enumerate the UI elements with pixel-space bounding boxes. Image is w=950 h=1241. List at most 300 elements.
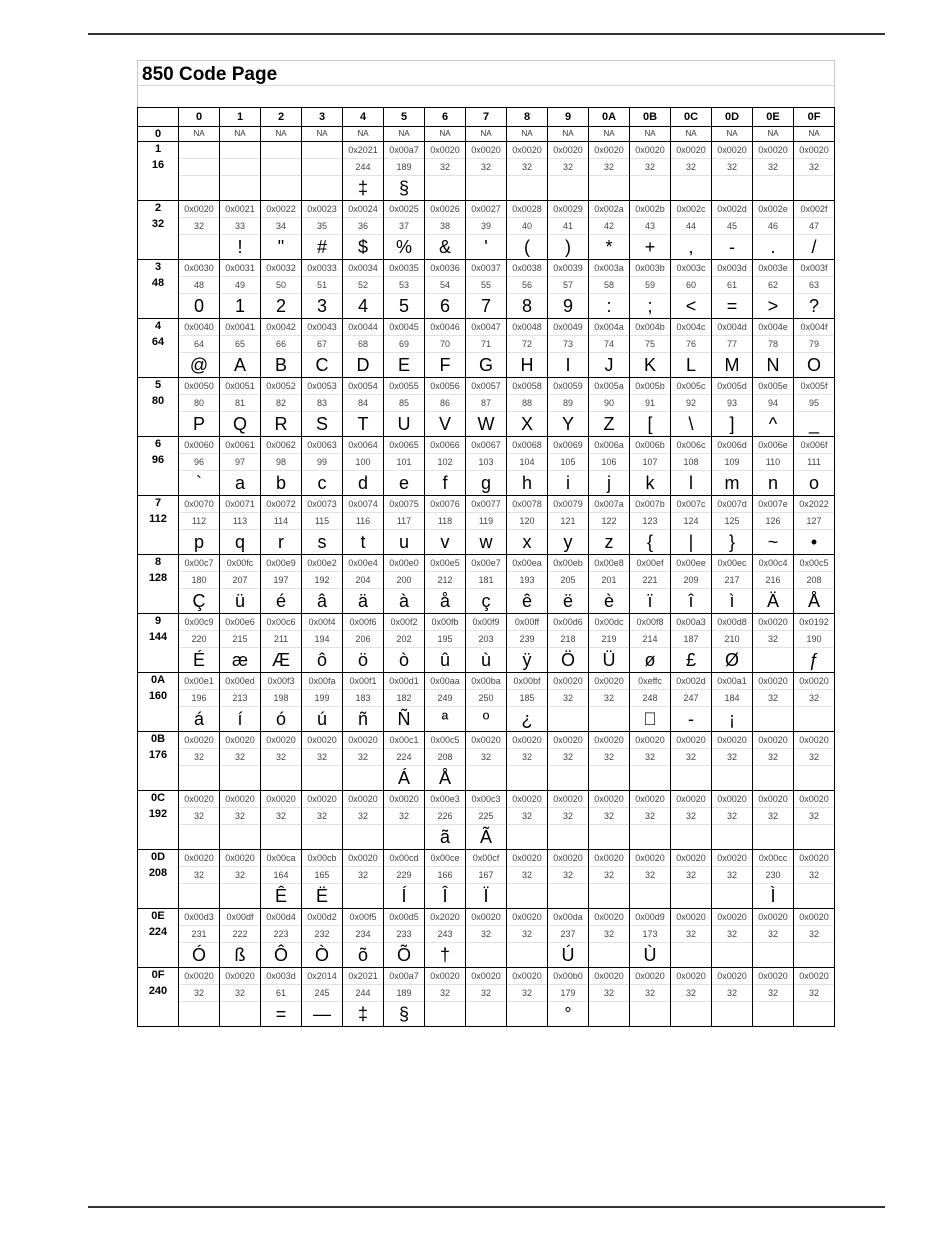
- char-cell: [261, 909, 302, 968]
- decimal-code: 80: [179, 395, 219, 412]
- decimal-code: 200: [384, 572, 424, 589]
- unicode-hex: 0x00ef: [630, 555, 670, 572]
- decimal-code: 32: [220, 808, 260, 825]
- character-glyph: [425, 176, 465, 200]
- character-glyph: l: [689, 473, 693, 493]
- unicode-hex: 0x0030: [179, 260, 219, 277]
- character-glyph: [179, 176, 219, 200]
- decimal-code: 63: [794, 277, 834, 294]
- decimal-code: 121: [548, 513, 588, 530]
- row-label: [138, 496, 179, 555]
- character-glyph: [712, 884, 752, 908]
- decimal-code: 32: [261, 749, 301, 766]
- decimal-code: 32: [548, 867, 588, 884]
- decimal-code: 204: [343, 572, 383, 589]
- unicode-hex: 0x00aa: [425, 673, 465, 690]
- row-label: [138, 673, 179, 732]
- unicode-hex: 0x00e7: [466, 555, 506, 572]
- char-cell: [302, 319, 343, 378]
- character-glyph: _: [808, 414, 819, 434]
- character-glyph: 3: [316, 296, 327, 316]
- char-cell: [548, 437, 589, 496]
- unicode-hex: 0x0021: [220, 201, 260, 218]
- character-glyph: º: [482, 709, 490, 729]
- unicode-hex: 0x0058: [507, 378, 547, 395]
- unicode-hex: 0x0020: [220, 850, 260, 867]
- char-cell: [220, 142, 261, 201]
- row-hex-label: 6: [154, 438, 162, 450]
- character-glyph: .: [770, 237, 776, 257]
- unicode-hex: 0x006a: [589, 437, 629, 454]
- character-glyph: [671, 884, 711, 908]
- decimal-code: 249: [425, 690, 465, 707]
- char-cell: [671, 260, 712, 319]
- character-glyph: í: [237, 709, 243, 729]
- unicode-hex: 0x0067: [466, 437, 506, 454]
- unicode-hex: 0x0020: [466, 968, 506, 985]
- char-cell: [794, 496, 835, 555]
- unicode-hex: 0x0020: [671, 791, 711, 808]
- unicode-hex: 0x0022: [261, 201, 301, 218]
- char-cell: [548, 968, 589, 1027]
- decimal-code: 207: [220, 572, 260, 589]
- char-cell: [384, 260, 425, 319]
- row-dec-label: 240: [148, 985, 168, 997]
- char-cell: [589, 850, 630, 909]
- unicode-hex: 0x002e: [753, 201, 793, 218]
- unicode-hex: 0x0020: [753, 909, 793, 926]
- decimal-code: 198: [261, 690, 301, 707]
- char-cell: [589, 378, 630, 437]
- character-glyph: [630, 884, 670, 908]
- unicode-hex: 0x006f: [794, 437, 834, 454]
- decimal-code: 32: [794, 926, 834, 943]
- char-cell: [671, 319, 712, 378]
- decimal-code: 87: [466, 395, 506, 412]
- char-cell: [753, 968, 794, 1027]
- character-glyph: =: [726, 296, 738, 316]
- decimal-code: 65: [220, 336, 260, 353]
- decimal-code: 102: [425, 454, 465, 471]
- char-cell: [384, 968, 425, 1027]
- character-glyph: [753, 1002, 793, 1026]
- row-hex-label: 8: [154, 556, 162, 568]
- decimal-code: 32: [589, 159, 629, 176]
- table-row: [138, 673, 835, 732]
- column-header: 0: [179, 108, 220, 127]
- char-cell: [630, 732, 671, 791]
- decimal-code: 219: [589, 631, 629, 648]
- character-glyph: [302, 825, 342, 849]
- unicode-hex: 0x0065: [384, 437, 424, 454]
- decimal-code: 66: [261, 336, 301, 353]
- unicode-hex: 0x0020: [712, 732, 752, 749]
- character-glyph: C: [315, 355, 329, 375]
- decimal-code: 208: [425, 749, 465, 766]
- column-header-row: [138, 108, 835, 127]
- decimal-code: 109: [712, 454, 752, 471]
- char-cell: [671, 555, 712, 614]
- character-glyph: F: [439, 355, 451, 375]
- unicode-hex: 0x0042: [261, 319, 301, 336]
- decimal-code: 32: [589, 808, 629, 825]
- unicode-hex: 0x00e2: [302, 555, 342, 572]
- unicode-hex: 0x002f: [794, 201, 834, 218]
- unicode-hex: 0x0020: [589, 142, 629, 159]
- char-cell: [753, 850, 794, 909]
- char-cell: [261, 555, 302, 614]
- char-cell: [220, 909, 261, 968]
- corner-cell: [138, 108, 179, 127]
- char-cell: [589, 260, 630, 319]
- char-cell: [548, 378, 589, 437]
- decimal-code: 90: [589, 395, 629, 412]
- decimal-code: 173: [630, 926, 670, 943]
- unicode-hex: 0x006c: [671, 437, 711, 454]
- decimal-code: 49: [220, 277, 260, 294]
- character-glyph: m: [724, 473, 740, 493]
- char-cell: [630, 850, 671, 909]
- decimal-code: 196: [179, 690, 219, 707]
- unicode-hex: [302, 142, 342, 159]
- character-glyph: ‡: [357, 1004, 368, 1024]
- character-glyph: [220, 825, 260, 849]
- character-glyph: I: [565, 355, 571, 375]
- char-cell: [630, 909, 671, 968]
- unicode-hex: 0x0026: [425, 201, 465, 218]
- char-cell: [343, 968, 384, 1027]
- char-cell: [261, 496, 302, 555]
- character-glyph: J: [604, 355, 614, 375]
- char-cell: [343, 201, 384, 260]
- unicode-hex: 0x00d4: [261, 909, 301, 926]
- unicode-hex: 0x00a7: [384, 142, 424, 159]
- char-cell: [712, 850, 753, 909]
- character-glyph: P: [192, 414, 205, 434]
- table-row: [138, 555, 835, 614]
- unicode-hex: 0x00da: [548, 909, 588, 926]
- character-glyph: [794, 176, 834, 200]
- char-cell: [794, 968, 835, 1027]
- unicode-hex: 0x0027: [466, 201, 506, 218]
- character-glyph: O: [806, 355, 821, 375]
- unicode-hex: 0x0020: [589, 732, 629, 749]
- decimal-code: 32: [548, 749, 588, 766]
- char-cell: [507, 496, 548, 555]
- column-header: 2: [261, 108, 302, 127]
- decimal-code: 115: [302, 513, 342, 530]
- decimal-code: 32: [794, 867, 834, 884]
- unicode-hex: 0x003d: [261, 968, 301, 985]
- decimal-code: 37: [384, 218, 424, 235]
- decimal-code: 32: [753, 749, 793, 766]
- unicode-hex: 0x0053: [302, 378, 342, 395]
- unicode-hex: 0x00ba: [466, 673, 506, 690]
- unicode-hex: 0x00f6: [343, 614, 383, 631]
- na-cell: NA: [302, 127, 343, 142]
- unicode-hex: 0x0020: [507, 850, 547, 867]
- decimal-code: 58: [589, 277, 629, 294]
- unicode-hex: 0x00ed: [220, 673, 260, 690]
- row-label: 0: [138, 127, 179, 142]
- unicode-hex: 0x00fa: [302, 673, 342, 690]
- char-cell: [384, 437, 425, 496]
- decimal-code: 51: [302, 277, 342, 294]
- unicode-hex: 0x00c6: [261, 614, 301, 631]
- decimal-code: 61: [712, 277, 752, 294]
- decimal-code: 50: [261, 277, 301, 294]
- character-glyph: —: [313, 1004, 331, 1024]
- unicode-hex: 0x00bf: [507, 673, 547, 690]
- unicode-hex: 0x0020: [466, 732, 506, 749]
- character-glyph: [589, 766, 629, 790]
- unicode-hex: 0x2022: [794, 496, 834, 513]
- row-dec-label: 176: [148, 749, 168, 761]
- decimal-code: 244: [343, 159, 383, 176]
- row-dec-label: 224: [148, 926, 168, 938]
- character-glyph: [261, 766, 301, 790]
- na-cell: NA: [589, 127, 630, 142]
- decimal-code: 119: [466, 513, 506, 530]
- character-glyph: X: [520, 414, 533, 434]
- character-glyph: v: [440, 532, 450, 552]
- char-cell: [589, 614, 630, 673]
- table-row: [138, 201, 835, 260]
- decimal-code: 32: [261, 808, 301, 825]
- unicode-hex: 0x004c: [671, 319, 711, 336]
- na-cell: NA: [384, 127, 425, 142]
- char-cell: [671, 142, 712, 201]
- column-header: 0E: [753, 108, 794, 127]
- character-glyph: {: [646, 532, 653, 552]
- decimal-code: 32: [466, 159, 506, 176]
- character-glyph: [712, 943, 752, 967]
- unicode-hex: 0x00f1: [343, 673, 383, 690]
- character-glyph: Á: [397, 768, 410, 788]
- unicode-hex: 0x0062: [261, 437, 301, 454]
- char-cell: [179, 968, 220, 1027]
- unicode-hex: 0x0052: [261, 378, 301, 395]
- decimal-code: 32: [548, 690, 588, 707]
- char-cell: [507, 791, 548, 850]
- decimal-code: 32: [712, 926, 752, 943]
- unicode-hex: 0x0020: [179, 732, 219, 749]
- decimal-code: 181: [466, 572, 506, 589]
- decimal-code: 32: [589, 926, 629, 943]
- unicode-hex: 0x00ff: [507, 614, 547, 631]
- unicode-hex: 0x00c7: [179, 555, 219, 572]
- decimal-code: 38: [425, 218, 465, 235]
- unicode-hex: 0x002d: [712, 201, 752, 218]
- decimal-code: 114: [261, 513, 301, 530]
- decimal-code: 32: [179, 985, 219, 1002]
- char-cell: [712, 142, 753, 201]
- decimal-code: 55: [466, 277, 506, 294]
- decimal-code: 32: [179, 867, 219, 884]
- char-cell: [384, 673, 425, 732]
- char-cell: [220, 673, 261, 732]
- character-glyph: ß: [234, 945, 246, 965]
- character-glyph: S: [315, 414, 328, 434]
- decimal-code: 32: [220, 985, 260, 1002]
- character-glyph: W: [477, 414, 495, 434]
- char-cell: [712, 319, 753, 378]
- decimal-code: 78: [753, 336, 793, 353]
- unicode-hex: 0x00c1: [384, 732, 424, 749]
- unicode-hex: 0x00e9: [261, 555, 301, 572]
- character-glyph: ñ: [357, 709, 368, 729]
- unicode-hex: 0x0072: [261, 496, 301, 513]
- character-glyph: Z: [603, 414, 615, 434]
- decimal-code: 32: [507, 926, 547, 943]
- char-cell: [302, 496, 343, 555]
- row-dec-label: 144: [148, 631, 168, 643]
- decimal-code: 67: [302, 336, 342, 353]
- table-row: [138, 968, 835, 1027]
- unicode-hex: 0x0020: [220, 791, 260, 808]
- char-cell: [220, 850, 261, 909]
- row-hex-label: 0A: [150, 674, 166, 686]
- row-dec-label: 208: [148, 867, 168, 879]
- character-glyph: Å: [438, 768, 451, 788]
- character-glyph: `: [196, 473, 202, 493]
- unicode-hex: 0x00c3: [466, 791, 506, 808]
- character-glyph: [179, 1002, 219, 1026]
- row-hex-label: 0C: [150, 792, 166, 804]
- character-glyph: [753, 943, 793, 967]
- row-dec-label: 16: [151, 159, 165, 171]
- unicode-hex: 0x0020: [507, 732, 547, 749]
- char-cell: [302, 968, 343, 1027]
- decimal-code: 32: [179, 808, 219, 825]
- unicode-hex: 0x0044: [343, 319, 383, 336]
- char-cell: [220, 732, 261, 791]
- character-glyph: [343, 884, 383, 908]
- char-cell: [671, 614, 712, 673]
- char-cell: [425, 732, 466, 791]
- character-glyph: K: [643, 355, 656, 375]
- unicode-hex: 0x0060: [179, 437, 219, 454]
- decimal-code: 32: [671, 985, 711, 1002]
- decimal-code: 189: [384, 985, 424, 1002]
- char-cell: [261, 791, 302, 850]
- decimal-code: 32: [671, 867, 711, 884]
- decimal-code: 32: [220, 749, 260, 766]
- decimal-code: 83: [302, 395, 342, 412]
- row-label: [138, 319, 179, 378]
- char-cell: [384, 732, 425, 791]
- decimal-code: 234: [343, 926, 383, 943]
- character-glyph: [179, 825, 219, 849]
- character-glyph: [261, 176, 301, 200]
- char-cell: [630, 496, 671, 555]
- row-label: [138, 850, 179, 909]
- row-dec-label: 192: [148, 808, 168, 820]
- char-cell: [794, 319, 835, 378]
- char-cell: [302, 555, 343, 614]
- decimal-code: 32: [220, 867, 260, 884]
- decimal-code: 237: [548, 926, 588, 943]
- character-glyph: [507, 1002, 547, 1026]
- char-cell: [384, 378, 425, 437]
- char-cell: [671, 791, 712, 850]
- decimal-code: 32: [589, 749, 629, 766]
- unicode-hex: 0x00eb: [548, 555, 588, 572]
- character-glyph: §: [398, 178, 409, 198]
- char-cell: [630, 555, 671, 614]
- decimal-code: 164: [261, 867, 301, 884]
- decimal-code: 221: [630, 572, 670, 589]
- char-cell: [302, 201, 343, 260]
- decimal-code: 32: [589, 985, 629, 1002]
- code-page-table: [137, 107, 835, 1027]
- character-glyph: [630, 707, 670, 731]
- unicode-hex: 0x003a: [589, 260, 629, 277]
- char-cell: [753, 260, 794, 319]
- unicode-hex: 0x0020: [302, 732, 342, 749]
- decimal-code: 32: [671, 926, 711, 943]
- decimal-code: 46: [753, 218, 793, 235]
- row-label: [138, 260, 179, 319]
- char-cell: [589, 791, 630, 850]
- char-cell: [466, 614, 507, 673]
- unicode-hex: 0x005a: [589, 378, 629, 395]
- character-glyph: a: [234, 473, 245, 493]
- decimal-code: 213: [220, 690, 260, 707]
- character-glyph: [753, 825, 793, 849]
- unicode-hex: 0x0069: [548, 437, 588, 454]
- unicode-hex: 0x003f: [794, 260, 834, 277]
- unicode-hex: 0x0068: [507, 437, 547, 454]
- character-glyph: R: [274, 414, 288, 434]
- decimal-code: 84: [343, 395, 383, 412]
- unicode-hex: 0x0020: [343, 791, 383, 808]
- decimal-code: 77: [712, 336, 752, 353]
- character-glyph: [220, 176, 260, 200]
- char-cell: [794, 142, 835, 201]
- char-cell: [753, 555, 794, 614]
- unicode-hex: 0x0020: [794, 732, 834, 749]
- char-cell: [712, 555, 753, 614]
- decimal-code: 32: [507, 159, 547, 176]
- unicode-hex: 0x0032: [261, 260, 301, 277]
- unicode-hex: 0x0020: [671, 909, 711, 926]
- decimal-code: 32: [630, 985, 670, 1002]
- decimal-code: 104: [507, 454, 547, 471]
- character-glyph: [589, 1002, 629, 1026]
- character-glyph: É: [192, 650, 205, 670]
- unicode-hex: 0x0020: [179, 791, 219, 808]
- decimal-code: 120: [507, 513, 547, 530]
- char-cell: [220, 968, 261, 1027]
- row-hex-label: 5: [154, 379, 162, 391]
- char-cell: [794, 791, 835, 850]
- char-cell: [507, 850, 548, 909]
- character-glyph: ó: [275, 709, 286, 729]
- row-hex-label: 9: [154, 615, 162, 627]
- char-cell: [179, 555, 220, 614]
- character-glyph: [507, 943, 547, 967]
- decimal-code: 184: [712, 690, 752, 707]
- unicode-hex: 0x0020: [466, 142, 506, 159]
- decimal-code: 32: [712, 159, 752, 176]
- character-glyph: Ü: [602, 650, 616, 670]
- char-cell: [220, 614, 261, 673]
- char-cell: [425, 142, 466, 201]
- unicode-hex: 0x0020: [671, 142, 711, 159]
- char-cell: [302, 732, 343, 791]
- character-glyph: [630, 825, 670, 849]
